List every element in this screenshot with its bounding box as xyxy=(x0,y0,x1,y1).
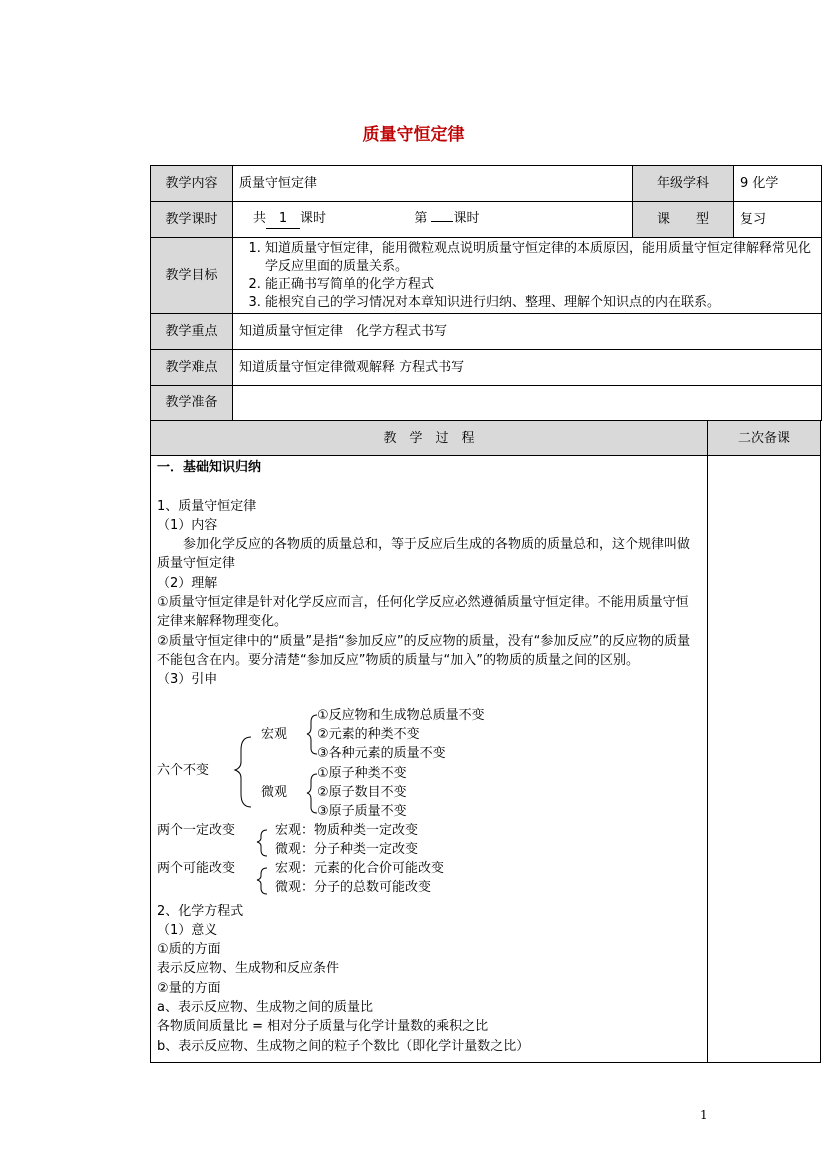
type-label: 课 型 xyxy=(633,202,734,238)
section-title: 2、化学方程式 xyxy=(157,903,244,919)
difficult-label: 教学难点 xyxy=(151,350,233,386)
six-invariants-label: 六个不变 xyxy=(157,762,210,778)
paragraph: 参加化学反应的各物质的质量总和，等于反应后生成的各物质的质量总和，这个规律叫做质量守恒定律 xyxy=(157,537,691,572)
content-label: 教学内容 xyxy=(151,166,233,202)
paragraph: 表示反应物、生成物和反应条件 xyxy=(157,961,340,977)
goals-label: 教学目标 xyxy=(151,238,233,314)
notes-header: 二次备课 xyxy=(708,421,820,456)
hours-label: 教学课时 xyxy=(151,202,233,238)
difficult-value: 知道质量守恒定律微观解释 方程式书写 xyxy=(233,350,822,386)
macro-label: 宏观 xyxy=(261,726,288,742)
hours-nth-suffix: 课时 xyxy=(453,211,480,226)
macro-item: ②元素的种类不变 xyxy=(317,726,420,742)
subsection-title: （3）引申 xyxy=(157,672,218,688)
paragraph: b、表示反应物、生成物之间的粒子个数比（即化学计量数之比） xyxy=(157,1038,530,1054)
paragraph: ①质的方面 xyxy=(157,942,221,958)
teaching-process-section xyxy=(150,420,821,1063)
goal-item: 3. 能根究自己的学习情况对本章知识进行归纳、整理、理解个知识点的内在联系。 xyxy=(265,294,815,312)
invariants-diagram xyxy=(157,690,701,902)
document-title: 质量守恒定律 xyxy=(362,125,465,145)
process-header: 教 学 过 程 xyxy=(151,421,708,456)
page-number: 1 xyxy=(700,1108,708,1122)
paragraph: 各物质间质量比 = 相对分子质量与化学计量数的乘积之比 xyxy=(157,1019,489,1035)
micro-label: 微观 xyxy=(261,784,288,800)
hours-total-suffix: 课时 xyxy=(300,211,327,226)
paragraph: ②量的方面 xyxy=(157,980,221,996)
macro-item: ③各种元素的质量不变 xyxy=(317,745,446,761)
prep-label: 教学准备 xyxy=(151,386,233,421)
two-may-item: 宏观：元素的化合价可能改变 xyxy=(275,860,445,876)
two-must-item: 微观：分子种类一定改变 xyxy=(275,841,419,857)
hours-total-prefix: 共 xyxy=(253,211,267,226)
subsection-title: （1）意义 xyxy=(157,922,218,938)
two-must-item: 宏观：物质种类一定改变 xyxy=(275,822,419,838)
goals-cell xyxy=(233,238,822,314)
micro-item: ①原子种类不变 xyxy=(317,765,407,781)
macro-item: ①反应物和生成物总质量不变 xyxy=(317,707,485,723)
lesson-info-table xyxy=(150,165,822,421)
column-divider xyxy=(707,456,708,1062)
process-content xyxy=(157,458,701,1056)
goal-item: 2. 能正确书写简单的化学方程式 xyxy=(265,276,815,294)
paragraph: ②质量守恒定律中的“质量”是指“参加反应”的反应物的质量，没有“参加反应”的反应物的质量不能包含在内。要分清楚“参加反应”物质的质量与“加入”的物质的质量之间的区别。 xyxy=(157,633,691,668)
goal-item: 1. 知道质量守恒定律，能用微粒观点说明质量守恒定律的本质原因，能用质量守恒定律解释常见化学反应里面的质量关系。 xyxy=(265,240,815,276)
hours-nth-blank xyxy=(431,221,453,222)
grade-label: 年级学科 xyxy=(633,166,734,202)
prep-value xyxy=(233,386,822,421)
section-heading: 一．基础知识归纳 xyxy=(157,460,262,475)
section-title: 1、质量守恒定律 xyxy=(157,498,257,514)
key-value: 知道质量守恒定律 化学方程式书写 xyxy=(233,314,822,350)
two-may-item: 微观：分子的总数可能改变 xyxy=(275,879,432,895)
goals-list xyxy=(239,240,815,312)
type-value: 复习 xyxy=(734,202,822,238)
micro-item: ②原子数目不变 xyxy=(317,784,407,800)
hours-total-value: 1 xyxy=(266,210,300,229)
hours-value xyxy=(233,202,633,238)
micro-item: ③原子质量不变 xyxy=(317,803,407,819)
key-label: 教学重点 xyxy=(151,314,233,350)
subsection-title: （1）内容 xyxy=(157,517,218,533)
subsection-title: （2）理解 xyxy=(157,575,218,591)
two-may-label: 两个可能改变 xyxy=(157,860,236,876)
paragraph: a、表示反应物、生成物之间的质量比 xyxy=(157,1000,373,1016)
content-value: 质量守恒定律 xyxy=(233,166,633,202)
grade-value: 9 化学 xyxy=(734,166,822,202)
hours-nth-prefix: 第 xyxy=(414,211,428,226)
paragraph: ①质量守恒定律是针对化学反应而言，任何化学反应必然遵循质量守恒定律。不能用质量守恒定律来解释物理变化。 xyxy=(157,595,689,630)
two-must-label: 两个一定改变 xyxy=(157,822,236,838)
